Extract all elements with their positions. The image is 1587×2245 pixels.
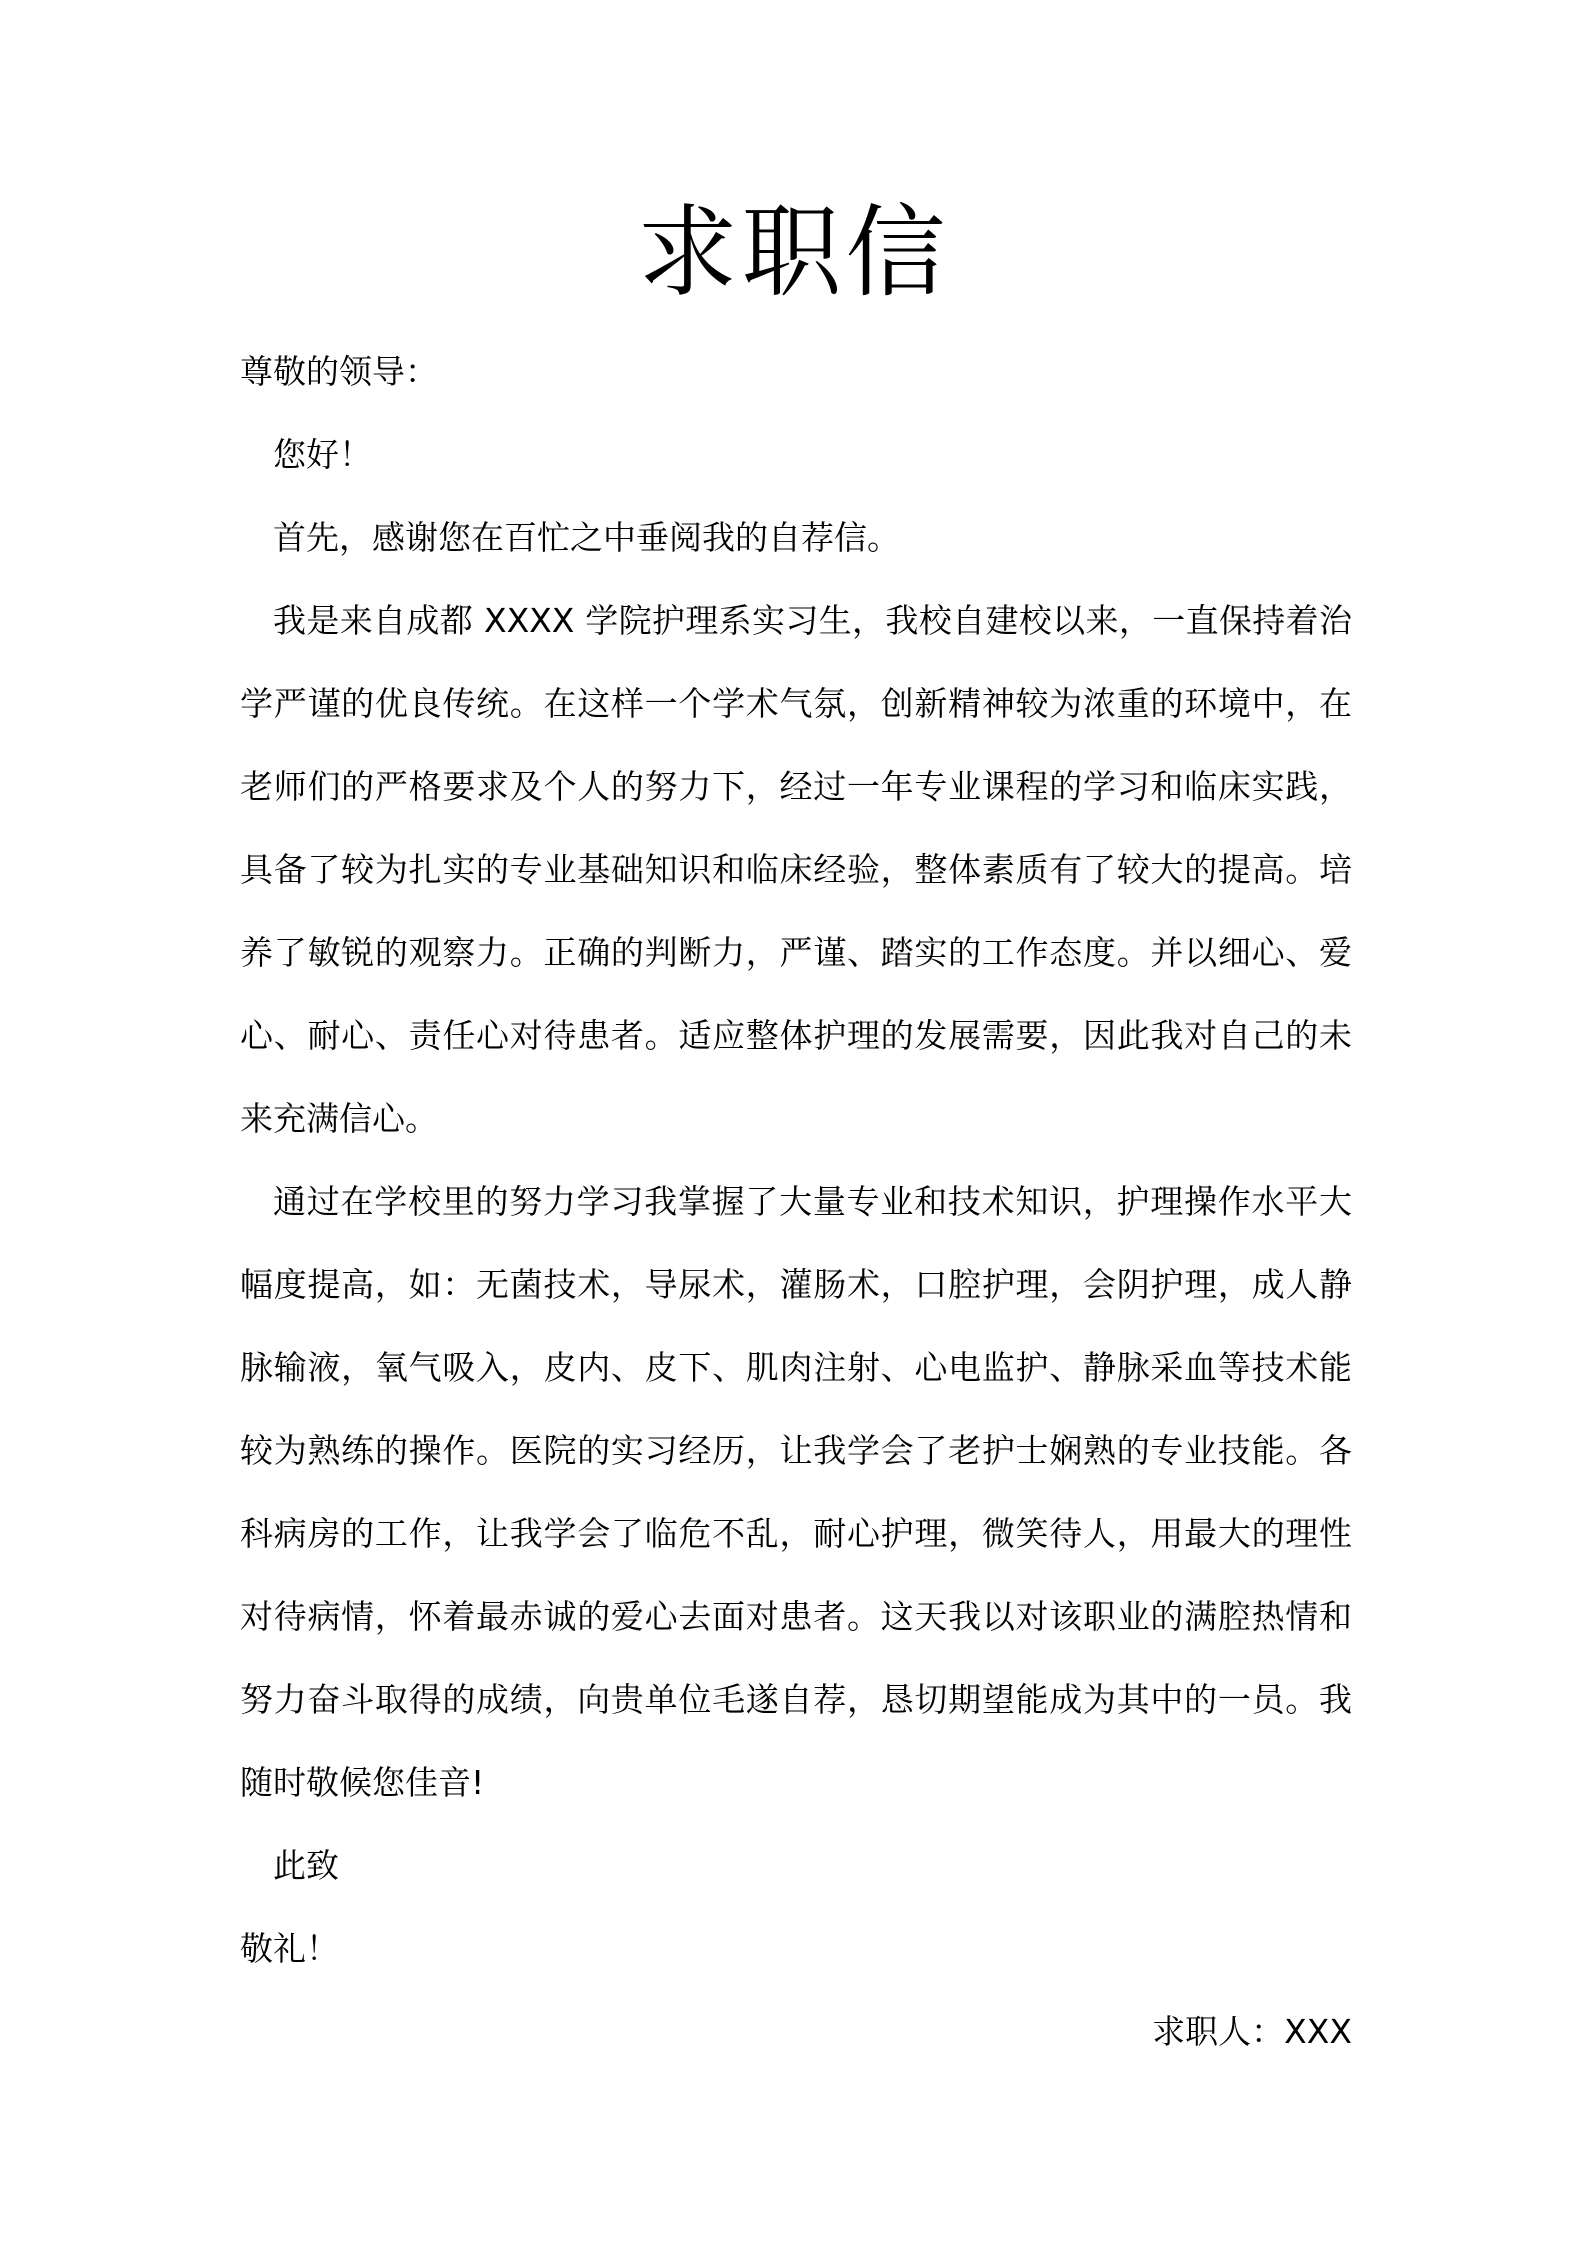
paragraph-introduction: 我是来自成都 XXXX 学院护理系实习生，我校自建校以来，一直保持着治学严谨的优良传统。在这样一个学术气氛，创新精神较为浓重的环境中，在老师们的严格要求及个人的努力下，经过一年专业课程的学习和临床实践，具备了较为扎实的专业基础知识和临床经验，整体素质有了较大的提高。培养了敏锐的观察力。正确的判断力，严谨、踏实的工作态度。并以细心、爱心、耐心、责任心对待患者。适应整体护理的发展需要，因此我对自己的未来充满信心。 [240, 601, 1352, 1138]
letter-body [240, 330, 1352, 2073]
paragraph-thanks: 首先，感谢您在百忙之中垂阅我的自荐信。 [273, 518, 900, 557]
closing: 此致 [273, 1846, 339, 1885]
regards: 敬礼！ [240, 1929, 339, 1968]
letter-title: 求职信 [637, 194, 950, 311]
signature: 求职人：XXX [1152, 2012, 1352, 2051]
paragraph-skills: 通过在学校里的努力学习我掌握了大量专业和技术知识，护理操作水平大幅度提高，如：无菌技术，导尿术，灌肠术，口腔护理，会阴护理，成人静脉输液，氧气吸入，皮内、皮下、肌肉注射、心电监护、静脉采血等技术能较为熟练的操作。医院的实习经历，让我学会了老护士娴熟的专业技能。各科病房的工作，让我学会了临危不乱，耐心护理，微笑待人，用最大的理性对待病情，怀着最赤诚的爱心去面对患者。这天我以对该职业的满腔热情和努力奋斗取得的成绩，向贵单位毛遂自荐，恳切期望能成为其中的一员。我随时敬候您佳音! [240, 1182, 1352, 1802]
salutation: 尊敬的领导： [240, 352, 438, 391]
greeting: 您好！ [273, 435, 372, 474]
